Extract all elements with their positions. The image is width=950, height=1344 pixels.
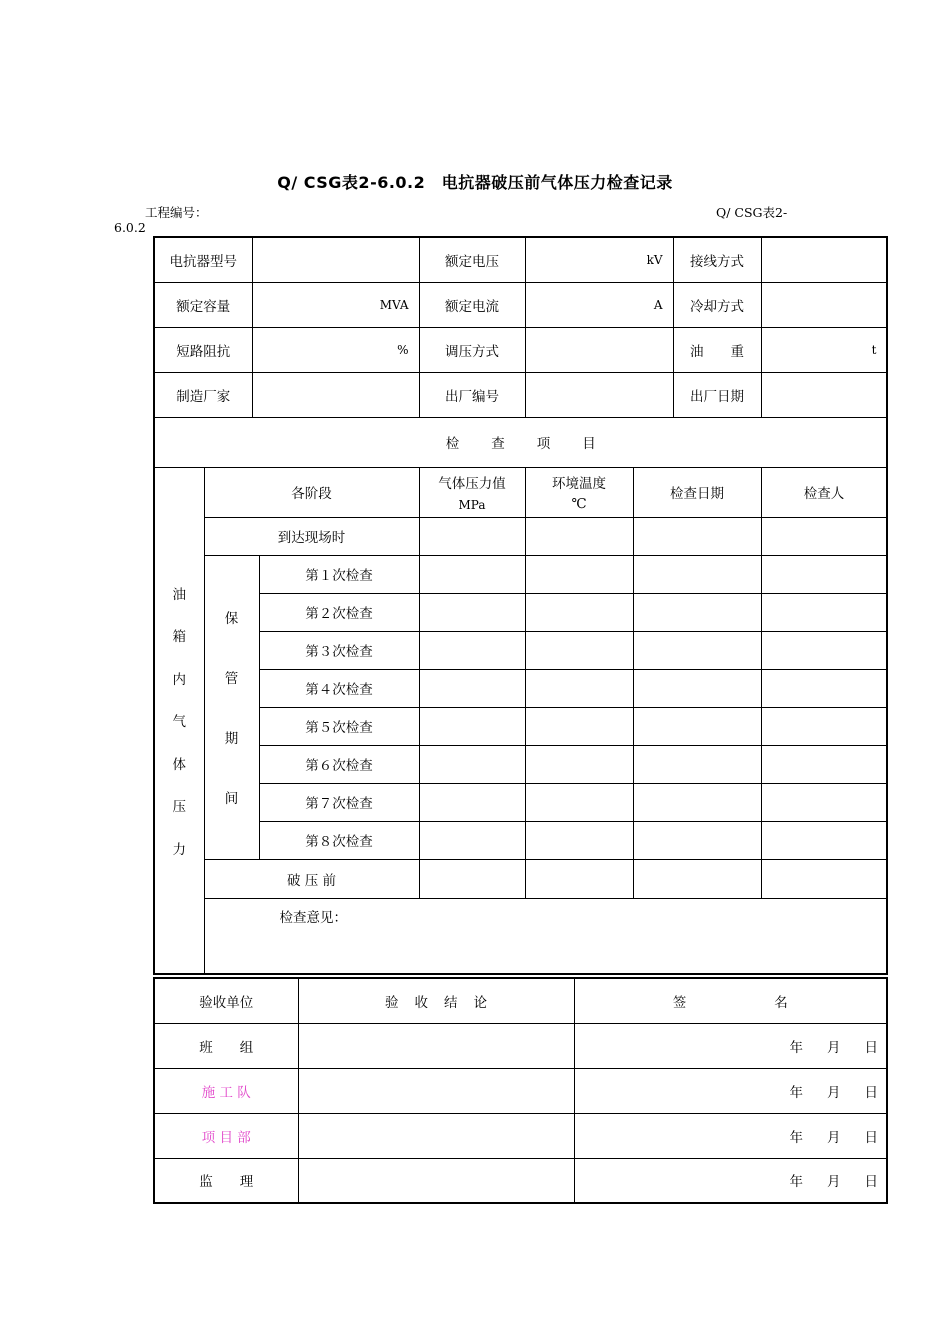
header-char: 名 — [774, 994, 788, 1011]
acceptance-conclusion-cell[interactable] — [298, 1113, 574, 1158]
acceptance-table — [153, 977, 888, 1204]
check-row — [154, 783, 887, 821]
before-break-row — [154, 859, 887, 898]
date-cell[interactable] — [633, 517, 761, 555]
info-value[interactable]: kV — [525, 237, 673, 282]
pressure-cell[interactable] — [419, 745, 525, 783]
signature-cell[interactable] — [574, 1068, 887, 1113]
info-value[interactable]: MVA — [252, 282, 419, 327]
date-day-label: 日 — [864, 1129, 878, 1146]
header-char: 结 — [444, 994, 458, 1011]
pressure-cell[interactable] — [419, 707, 525, 745]
info-label: 额定电流 — [419, 282, 525, 327]
info-value[interactable] — [252, 237, 419, 282]
info-label: 短路阻抗 — [154, 327, 252, 372]
info-value[interactable] — [761, 237, 887, 282]
inspector-cell[interactable] — [761, 745, 887, 783]
date-year-label: 年 — [789, 1039, 803, 1056]
check-row — [154, 593, 887, 631]
info-row — [154, 237, 887, 282]
acceptance-row — [154, 1068, 887, 1113]
header-char: 论 — [473, 994, 487, 1011]
temperature-cell[interactable] — [525, 707, 633, 745]
gas-pressure-vertical-label — [154, 467, 204, 974]
check-label: 第６次检查 — [259, 745, 419, 783]
check-label: 第１次检查 — [259, 555, 419, 593]
section-title-char: 检 — [445, 436, 460, 452]
temperature-cell[interactable] — [525, 745, 633, 783]
signature-cell[interactable] — [574, 1023, 887, 1068]
date-cell[interactable] — [633, 821, 761, 859]
stage-header: 各阶段 — [204, 467, 419, 517]
date-cell[interactable] — [633, 669, 761, 707]
info-row — [154, 372, 887, 417]
header-char: 签 — [672, 994, 687, 1011]
opinion-row — [154, 898, 887, 974]
check-label: 第４次检查 — [259, 669, 419, 707]
date-cell[interactable] — [633, 859, 761, 898]
signature-header — [574, 978, 887, 1023]
vertical-char: 保 — [224, 611, 239, 627]
pressure-cell[interactable] — [419, 593, 525, 631]
info-row — [154, 327, 887, 372]
info-value[interactable] — [761, 282, 887, 327]
opinion-label: 检查意见： — [279, 909, 347, 926]
check-label: 第７次检查 — [259, 783, 419, 821]
inspector-cell[interactable] — [761, 821, 887, 859]
inspector-header: 检查人 — [761, 467, 887, 517]
date-cell[interactable] — [633, 783, 761, 821]
header-char: 收 — [414, 994, 428, 1011]
acceptance-row — [154, 1113, 887, 1158]
info-label: 制造厂家 — [154, 372, 252, 417]
pressure-cell[interactable] — [419, 555, 525, 593]
temperature-cell[interactable] — [525, 631, 633, 669]
date-cell[interactable] — [633, 631, 761, 669]
vertical-char: 压 — [172, 799, 186, 816]
pressure-cell[interactable] — [419, 821, 525, 859]
page-title: Q/ CSG表2-6.0.2 电抗器破压前气体压力检查记录 — [277, 173, 673, 192]
vertical-char: 间 — [224, 791, 239, 807]
section-title-char: 查 — [491, 436, 505, 452]
acceptance-unit: 班 组 — [154, 1023, 298, 1068]
pressure-header-label: 气体压力值 — [438, 476, 506, 492]
signature-cell[interactable] — [574, 1113, 887, 1158]
temperature-cell[interactable] — [525, 859, 633, 898]
pressure-unit: MPa — [458, 498, 486, 512]
pressure-cell[interactable] — [419, 669, 525, 707]
date-cell[interactable] — [633, 745, 761, 783]
pressure-header — [419, 467, 525, 517]
date-year-label: 年 — [789, 1084, 803, 1101]
check-row — [154, 745, 887, 783]
storage-period-vertical-label — [204, 555, 259, 859]
acceptance-conclusion-cell[interactable] — [298, 1068, 574, 1113]
acceptance-unit: 施 工 队 — [154, 1068, 298, 1113]
date-month-label: 月 — [827, 1129, 841, 1146]
check-label: 第５次检查 — [259, 707, 419, 745]
date-month-label: 月 — [827, 1084, 841, 1101]
signature-cell[interactable] — [574, 1158, 887, 1203]
vertical-char: 内 — [172, 671, 186, 688]
acceptance-unit: 项 目 部 — [154, 1113, 298, 1158]
date-cell[interactable] — [633, 555, 761, 593]
inspector-cell[interactable] — [761, 631, 887, 669]
info-label: 出厂编号 — [419, 372, 525, 417]
arrival-label: 到达现场时 — [204, 517, 419, 555]
date-year-label: 年 — [789, 1129, 803, 1146]
info-value[interactable] — [525, 372, 673, 417]
acceptance-conclusion-header — [298, 978, 574, 1023]
info-label: 电抗器型号 — [154, 237, 252, 282]
info-value[interactable] — [761, 372, 887, 417]
check-label: 第２次检查 — [259, 593, 419, 631]
info-value[interactable]: A — [525, 282, 673, 327]
vertical-char: 力 — [172, 841, 186, 858]
temperature-header — [525, 467, 633, 517]
info-label: 油 重 — [673, 327, 761, 372]
inspection-header-row — [154, 467, 887, 517]
date-cell[interactable] — [633, 707, 761, 745]
check-label: 第３次检查 — [259, 631, 419, 669]
vertical-char: 气 — [172, 714, 186, 731]
date-cell[interactable] — [633, 593, 761, 631]
vertical-char: 油 — [172, 586, 186, 603]
acceptance-header-row — [154, 978, 887, 1023]
info-value[interactable] — [252, 372, 419, 417]
inspector-cell[interactable] — [761, 517, 887, 555]
temperature-cell[interactable] — [525, 783, 633, 821]
check-row — [154, 821, 887, 859]
temperature-unit: ℃ — [571, 496, 587, 512]
pressure-cell[interactable] — [419, 517, 525, 555]
acceptance-conclusion-cell[interactable] — [298, 1158, 574, 1203]
date-day-label: 日 — [864, 1039, 878, 1056]
check-row — [154, 707, 887, 745]
date-month-label: 月 — [827, 1174, 841, 1191]
info-label: 额定容量 — [154, 282, 252, 327]
header-char: 验 — [385, 994, 399, 1011]
info-label: 额定电压 — [419, 237, 525, 282]
info-label: 调压方式 — [419, 327, 525, 372]
date-year-label: 年 — [789, 1174, 803, 1191]
check-label: 第８次检查 — [259, 821, 419, 859]
inspection-opinion-field[interactable] — [204, 898, 887, 974]
pressure-cell[interactable] — [419, 783, 525, 821]
temperature-cell[interactable] — [525, 517, 633, 555]
temperature-cell[interactable] — [525, 669, 633, 707]
form-number: Q/ CSG表2- — [716, 205, 788, 220]
info-value[interactable] — [525, 327, 673, 372]
inspection-record-table — [153, 236, 888, 975]
section-title-char: 目 — [582, 436, 596, 452]
form-number-continued: 6.0.2 — [114, 220, 146, 235]
inspector-cell[interactable] — [761, 669, 887, 707]
check-row — [154, 669, 887, 707]
temperature-cell[interactable] — [525, 821, 633, 859]
vertical-char: 管 — [224, 671, 239, 687]
date-day-label: 日 — [864, 1174, 878, 1191]
temperature-cell[interactable] — [525, 555, 633, 593]
temperature-header-label: 环境温度 — [552, 476, 606, 492]
arrival-row — [154, 517, 887, 555]
vertical-char: 期 — [224, 731, 239, 747]
info-label: 冷却方式 — [673, 282, 761, 327]
project-number-label: 工程编号： — [145, 205, 208, 220]
vertical-char: 体 — [172, 756, 186, 773]
pressure-cell[interactable] — [419, 631, 525, 669]
pressure-cell[interactable] — [419, 859, 525, 898]
acceptance-row — [154, 1023, 887, 1068]
check-row — [154, 555, 887, 593]
inspector-cell[interactable] — [761, 859, 887, 898]
acceptance-row — [154, 1158, 887, 1203]
section-title-char: 项 — [536, 436, 551, 452]
vertical-char: 箱 — [172, 629, 186, 646]
inspector-cell[interactable] — [761, 593, 887, 631]
date-day-label: 日 — [864, 1084, 878, 1101]
date-month-label: 月 — [827, 1039, 841, 1056]
info-value[interactable]: % — [252, 327, 419, 372]
inspector-cell[interactable] — [761, 707, 887, 745]
check-row — [154, 631, 887, 669]
inspector-cell[interactable] — [761, 555, 887, 593]
inspection-section-title — [154, 417, 887, 467]
info-value[interactable]: t — [761, 327, 887, 372]
before-break-label: 破 压 前 — [204, 859, 419, 898]
inspector-cell[interactable] — [761, 783, 887, 821]
acceptance-unit-header: 验收单位 — [154, 978, 298, 1023]
temperature-cell[interactable] — [525, 593, 633, 631]
date-header: 检查日期 — [633, 467, 761, 517]
info-label: 出厂日期 — [673, 372, 761, 417]
info-label: 接线方式 — [673, 237, 761, 282]
acceptance-conclusion-cell[interactable] — [298, 1023, 574, 1068]
acceptance-unit: 监 理 — [154, 1158, 298, 1203]
info-row — [154, 282, 887, 327]
